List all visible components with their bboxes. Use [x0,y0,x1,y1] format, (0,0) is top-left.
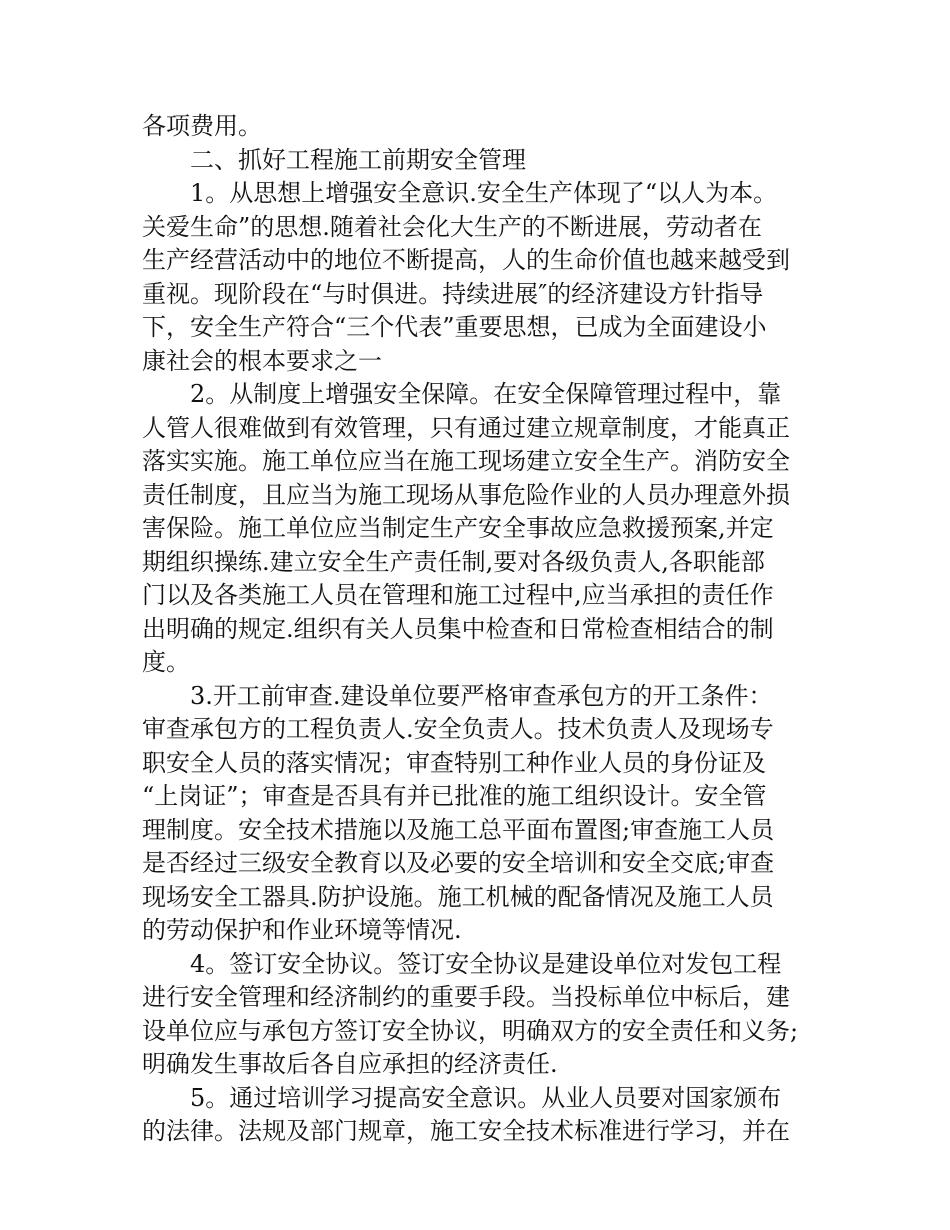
paragraph-3-line: 的劳动保护和作业环境等情况. [142,916,462,944]
paragraph-3-line: 职安全人员的落实情况；审查特别工种作业人员的身份证及 [142,748,766,777]
paragraph-2-line: 门以及各类施工人员在管理和施工过程中,应当承担的责任作 [142,581,774,609]
paragraph-4-line: 进行安全管理和经济制约的重要手段。当投标单位中标后，建 [142,983,790,1011]
paragraph-3-line: “上岗证”；审查是否具有并已批准的施工组织设计。安全管 [142,782,767,810]
paragraph-2-line: 出明确的规定.组织有关人员集中检查和日常检查相结合的制 [142,614,774,643]
paragraph-3-line: 审查承包方的工程负责人.安全负责人。技术负责人及现场专 [142,715,774,743]
paragraph-3-line: 是否经过三级安全教育以及必要的安全培训和安全交底;审查 [142,849,775,877]
paragraph-1-line: 生产经营活动中的地位不断提高，人的生命价值也越来越受到 [142,246,790,274]
paragraph-2-line: 人管人很难做到有效管理，只有通过建立规章制度，才能真正 [142,413,790,442]
paragraph-3-line: 3.开工前审查.建设单位要严格审查承包方的开工条件： [190,681,773,710]
paragraph-5-line: 5。通过培训学习提高安全意识。从业人员要对国家颁布 [190,1083,782,1112]
paragraph-2-line: 2。从制度上增强安全保障。在安全保障管理过程中，靠 [190,380,782,408]
paragraph-2-line: 度。 [142,648,190,676]
text-line: 各项费用。 [142,112,262,140]
paragraph-1-line: 重视。现阶段在“与时俱进。持续进展″的经济建设方针指导 [142,279,764,308]
paragraph-2-line: 落实实施。施工单位应当在施工现场建立安全生产。消防安全 [142,447,790,475]
paragraph-1-line: 关爱生命”的思想.随着社会化大生产的不断进展，劳动者在 [142,212,762,241]
document-body [142,110,822,1149]
paragraph-3-line: 理制度。安全技术措施以及施工总平面布置图;审查施工人员 [142,815,775,844]
paragraph-2-line: 害保险。施工单位应当制定生产安全事故应急救援预案,并定 [142,514,774,542]
section-heading: 二、抓好工程施工前期安全管理 [190,145,526,174]
paragraph-4-line: 明确发生事故后各自应承担的经济责任. [142,1050,558,1078]
paragraph-1-line: 康社会的根本要求之一 [142,346,382,375]
paragraph-3-line: 现场安全工器具.防护设施。施工机械的配备情况及施工人员 [142,882,774,911]
paragraph-4-line: 设单位应与承包方签订安全协议，明确双方的安全责任和义务; [142,1016,799,1045]
paragraph-2-line: 期组织操练.建立安全生产责任制,要对各级负责人,各职能部 [142,547,765,576]
paragraph-4-line: 4。签订安全协议。签订安全协议是建设单位对发包工程 [190,949,782,978]
paragraph-1-line: 1。从思想上增强安全意识.安全生产体现了“以人为本。 [190,179,778,207]
paragraph-2-line: 责任制度，且应当为施工现场从事危险作业的人员办理意外损 [142,480,790,509]
paragraph-1-line: 下，安全生产符合“三个代表”重要思想，已成为全面建设小 [142,313,767,341]
paragraph-5-line: 的法律。法规及部门规章，施工安全技术标准进行学习，并在 [142,1117,790,1145]
